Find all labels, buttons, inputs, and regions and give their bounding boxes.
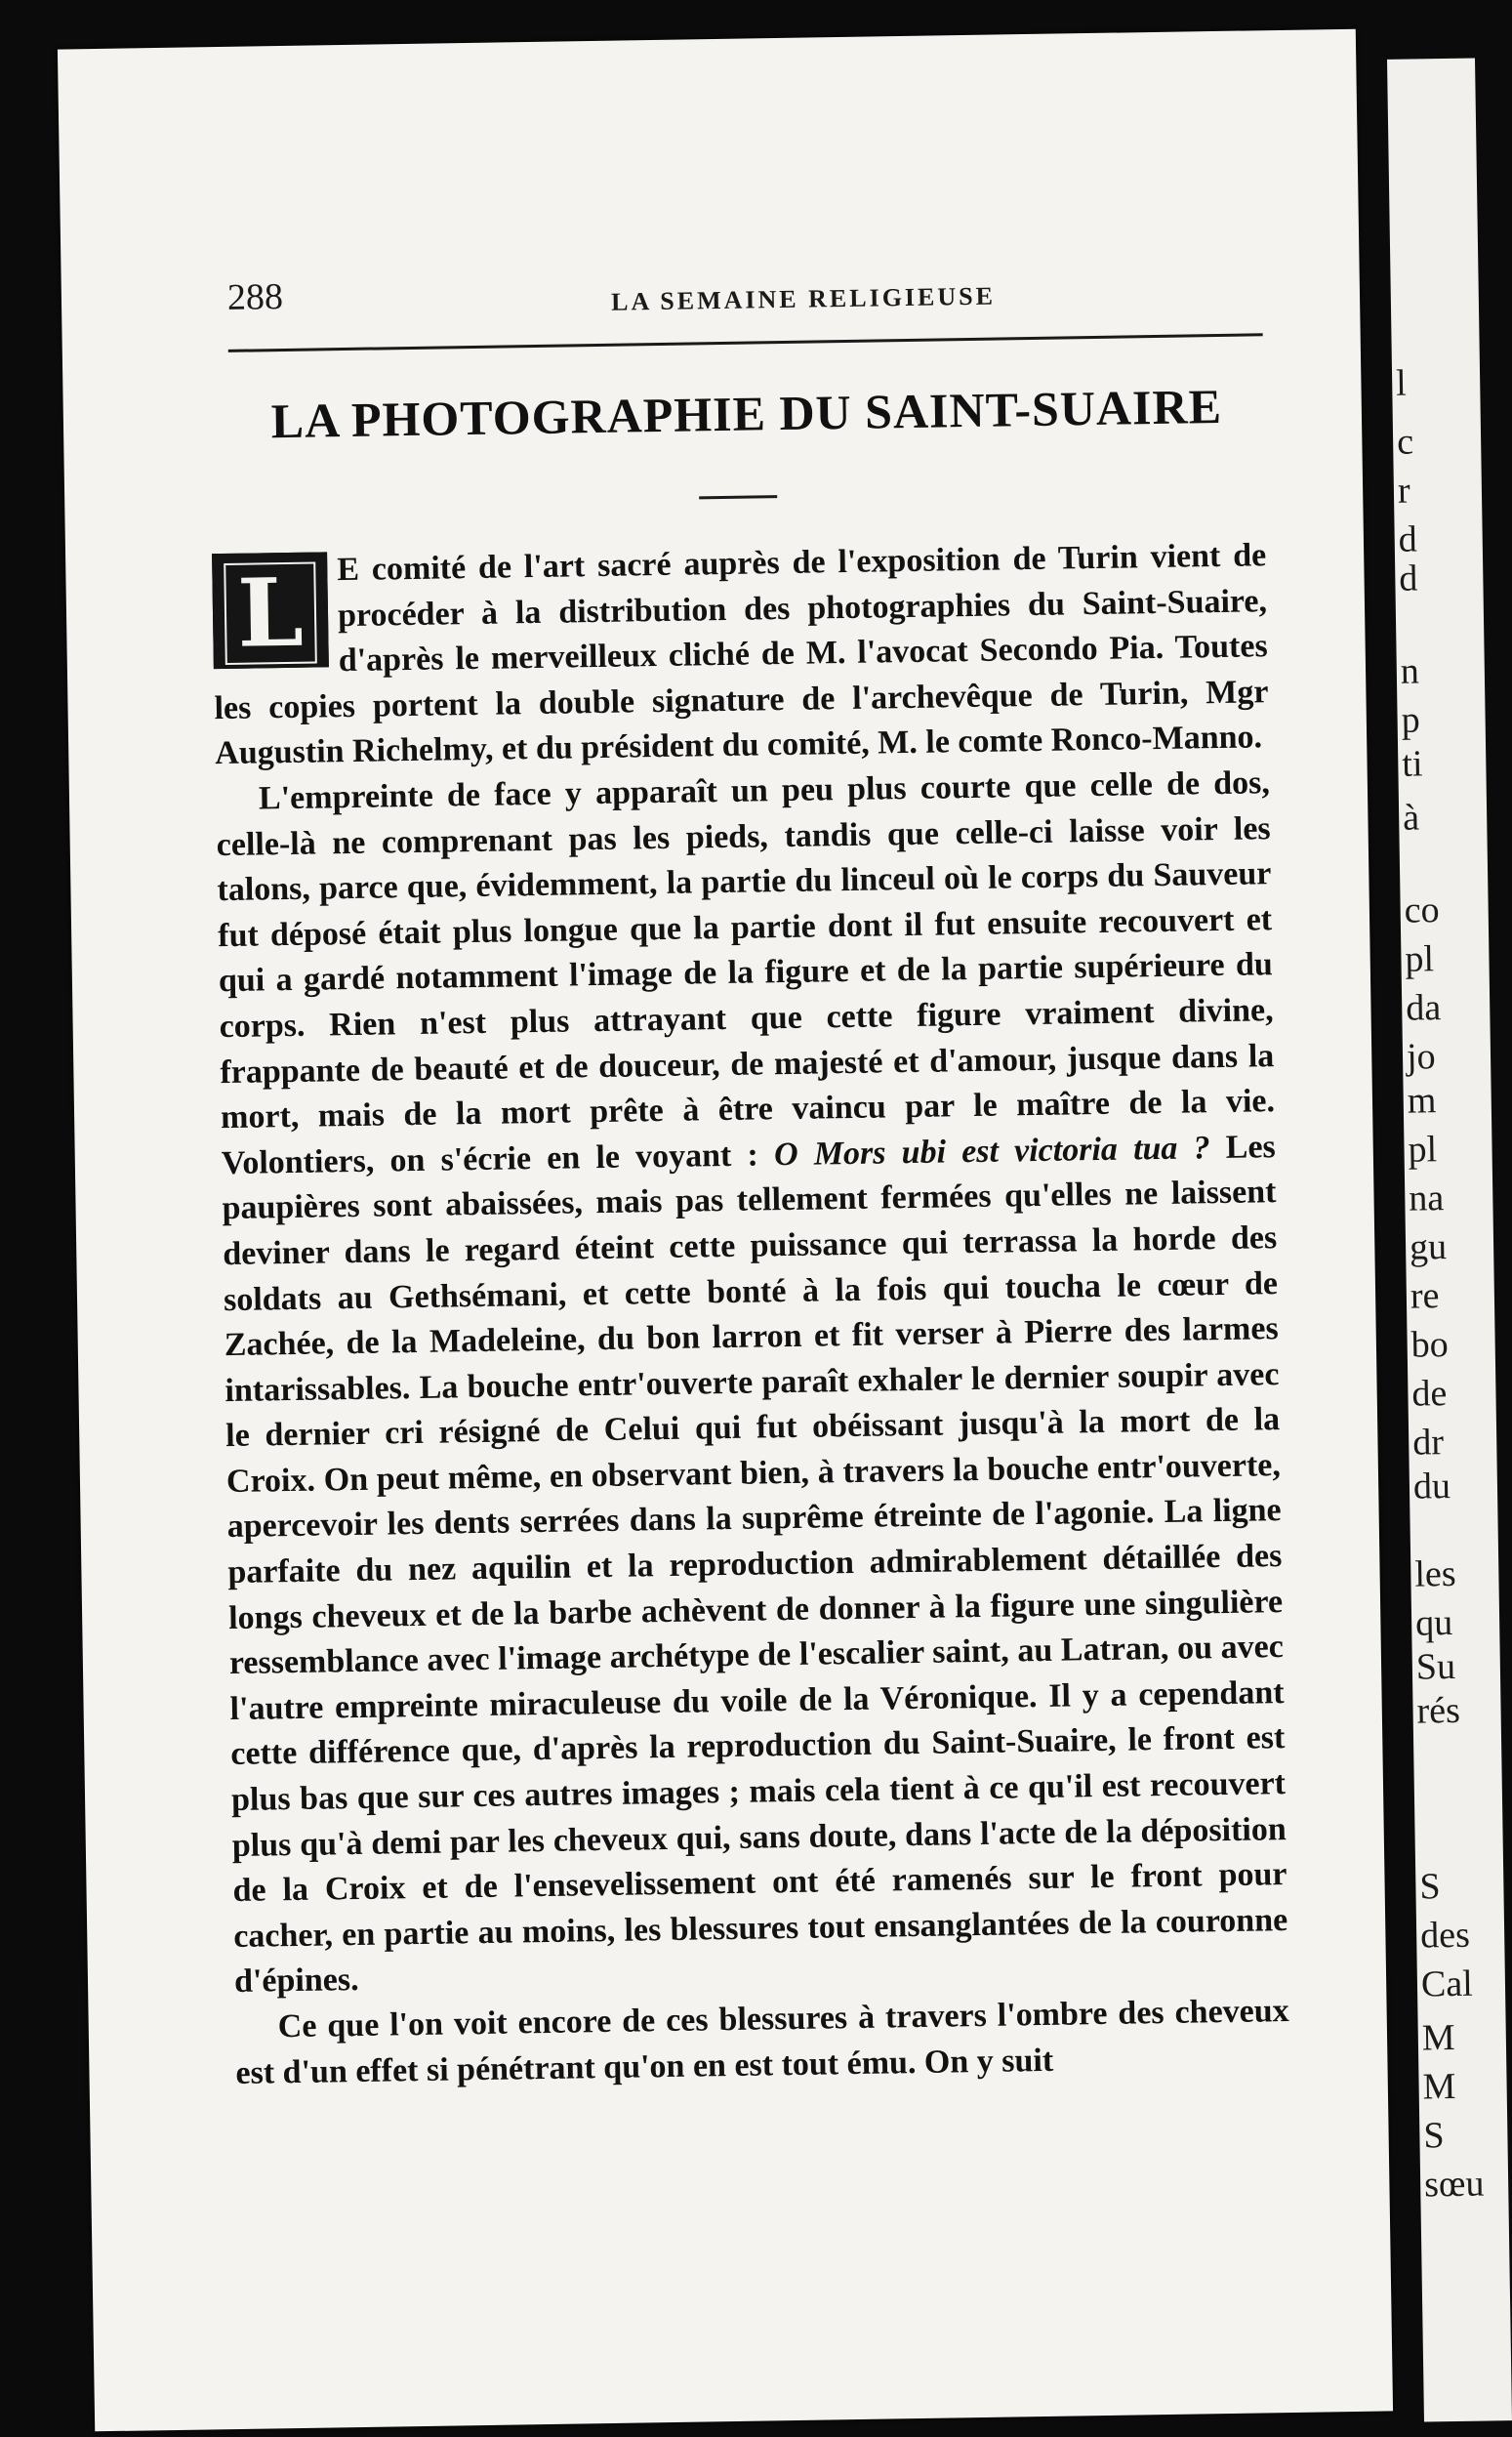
adjacent-page-fragment: d (1398, 518, 1418, 560)
article-body (212, 533, 1290, 2096)
adjacent-page-fragment: gu (1409, 1226, 1448, 1268)
page-number: 288 (226, 276, 284, 318)
adjacent-page-fragment: m (1407, 1080, 1437, 1122)
adjacent-page-fragment: c (1396, 421, 1414, 463)
adjacent-page-fragment: des (1419, 1914, 1471, 1957)
adjacent-page-fragment: M (1422, 2066, 1456, 2108)
adjacent-page-fragment: pl (1405, 938, 1435, 980)
header-rule (228, 333, 1263, 352)
adjacent-page-fragment: p (1401, 699, 1420, 741)
adjacent-page-fragment: re (1410, 1275, 1440, 1317)
adjacent-page-fragment: les (1414, 1552, 1456, 1595)
adjacent-page-fragment: r (1397, 470, 1410, 512)
running-title: LA SEMAINE RELIGIEUSE (610, 281, 997, 316)
page-header (227, 260, 1263, 335)
adjacent-page-fragment: Cal (1420, 1962, 1474, 2005)
adjacent-page-fragment: d (1399, 558, 1418, 599)
adjacent-page-fragment: à (1402, 797, 1420, 839)
adjacent-page-fragment: sœu (1423, 2163, 1485, 2206)
adjacent-page-fragment: n (1400, 650, 1420, 692)
paragraph-1 (212, 533, 1270, 777)
latin-quote: O Mors ubi est victoria tua ? (773, 1129, 1210, 1173)
adjacent-page-fragment: de (1411, 1373, 1448, 1415)
ornamental-dropcap: L (212, 552, 329, 669)
adjacent-page-fragment: ti (1402, 743, 1423, 785)
document-page (58, 29, 1393, 2432)
adjacent-page-fragment: S (1419, 1866, 1441, 1908)
adjacent-page-fragment: da (1405, 987, 1442, 1029)
adjacent-page-fragment: pl (1408, 1129, 1438, 1171)
adjacent-page-fragment: M (1421, 2017, 1455, 2059)
paragraph-3: Ce que l'on voit encore de ces blessures à travers l'ombre des cheveux est d'un effet si pénétrant qu'on en est tout ému. On y suit (235, 1993, 1289, 2091)
adjacent-page-fragment: l (1395, 362, 1408, 404)
adjacent-page-fragment: na (1408, 1177, 1445, 1219)
adjacent-page-fragment: rés (1416, 1689, 1461, 1732)
title-rule (699, 495, 777, 499)
adjacent-page-fragment: bo (1410, 1324, 1450, 1366)
adjacent-page-fragment: S (1423, 2115, 1445, 2157)
adjacent-page-fragment: jo (1406, 1036, 1436, 1078)
paragraph-2: L'empreinte de face y apparaît un peu plus courte que celle de dos, celle-là ne comprenant pas les pieds, tandis que celle-ci laisse voir les talons, parce que, évidemment, la partie du linceul où le corps du Sauveur fut déposé était plus longue que la partie dont il fut ensuite recouvert et qui a gardé notamment l'image de la figure et de la partie supérieure du corps. Rien n'est plus attrayant que cette figure vraiment divine, frappante de beauté et de douceur, de majesté et d'amour, jusque dans la mort, mais de la mort prête à être vaincu par le maître de la vie. Volontiers, on s'écrie en le voyant : O Mors ubi est victoria tua ? Les paupières sont abaissées, mais pas tellement fermées qu'elles ne laissent deviner dans le regard éteint cette puissance qui terrassa la horde des soldats au Gethsémani, et cette bonté à la fois qui toucha le cœur de Zachée, de la Madeleine, du bon larron et fit verser à Pierre des larmes intarissables. La bouche entr'ouverte paraît exhaler le dernier soupir avec le dernier cri résigné de Celui qui fut obéissant jusqu'à la mort de la Croix. On peut même, en observant bien, à travers la bouche entr'ouverte, apercevoir les dents serrées dans la suprême étreinte de l'agonie. La ligne parfaite du nez aquilin et la reproduction admirablement détaillée des longs cheveux et de la barbe achèvent de donner à la figure une singulière ressemblance avec l'image archétype de l'escalier saint, au Latran, ou avec l'autre empreinte miraculeuse du voile de la Véronique. Il y a cependant cette différence que, d'après la reproduction du Saint-Suaire, le front est plus bas que sur ces autres images ; mais cela tient à ce qu'il est recouvert plus qu'à demi par les cheveux qui, sans doute, dans l'acte de la déposition de la Croix et de l'ensevelissement ont été ramenés sur le front pour cacher, en partie au moins, les blessures tout ensanglantées de la couronne d'épines. (216, 764, 1288, 2001)
article-title: LA PHOTOGRAPHIE DU SAINT-SUAIRE (270, 378, 1223, 449)
adjacent-page-fragment: dr (1411, 1422, 1445, 1464)
adjacent-page-fragment: qu (1414, 1602, 1453, 1644)
adjacent-page-fragment: du (1412, 1466, 1451, 1508)
adjacent-page-fragment: co (1404, 889, 1440, 931)
adjacent-page-fragment: Su (1415, 1645, 1456, 1688)
adjacent-page-edge (1387, 58, 1512, 2421)
paragraph-1-text: E comité de l'art sacré auprès de l'exposition de Turin vient de procéder à la distribution des photographies du Saint-Suaire, d'après le merveilleux cliché de M. l'avocat Secondo Pia. Toutes les copies portent la double signature de l'archevêque de Turin, Mgr Augustin Richelmy, et du président du comité, M. le comte Ronco-Manno. (214, 537, 1269, 772)
